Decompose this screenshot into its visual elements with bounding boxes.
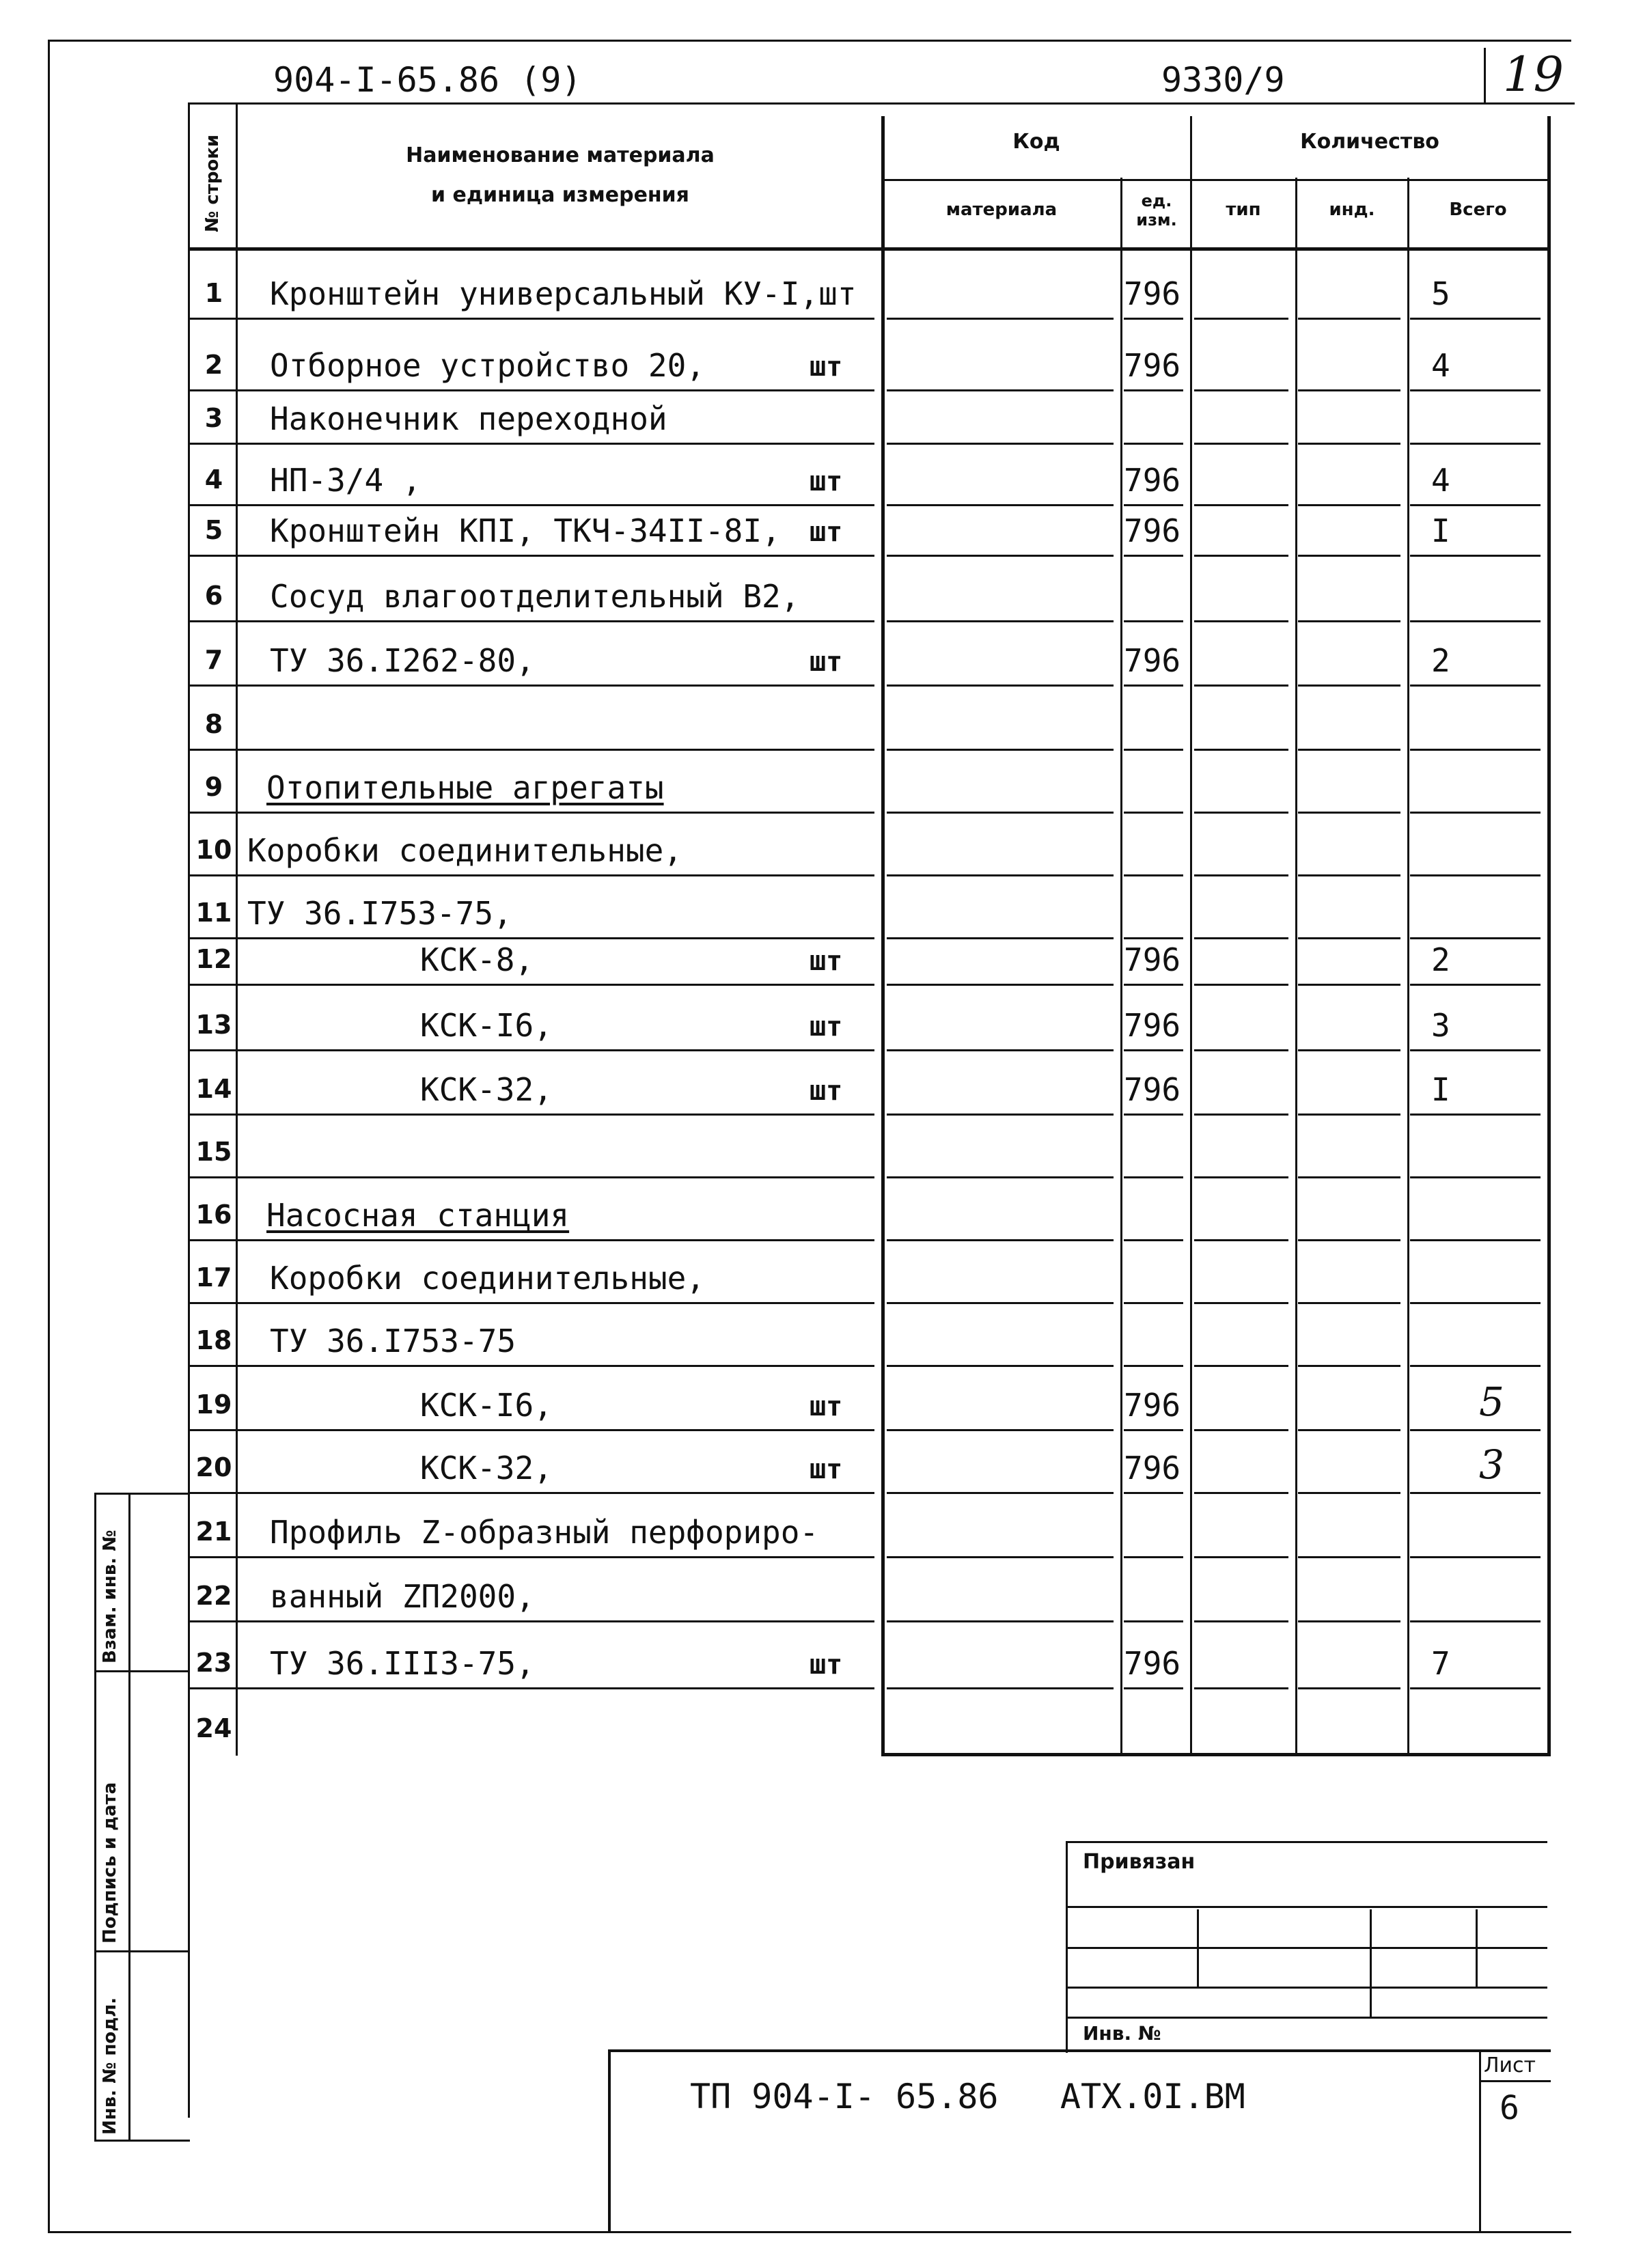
quantity-header: Количество (1300, 130, 1439, 154)
row-number-rule (190, 620, 236, 622)
row-rule (1410, 318, 1541, 320)
material-name: Отопительные агрегаты (266, 769, 664, 806)
row-rule (1194, 555, 1288, 557)
col-rowno-border (236, 102, 238, 1756)
title-block-top (608, 2049, 1551, 2052)
unit-code: 796 (1124, 1645, 1181, 1682)
side-label-podpis: Подпись и дата (100, 1782, 120, 1944)
material-unit: шт (810, 351, 843, 383)
row-rule (1298, 984, 1400, 986)
row-rule (1194, 389, 1288, 391)
material-name: Наконечник переходной (270, 400, 667, 437)
row-rule (1124, 1620, 1183, 1622)
side-strip-div1 (94, 1670, 190, 1672)
row-rule (1410, 984, 1541, 986)
material-name: Отборное устройство 20, (270, 347, 705, 384)
material-unit: шт (810, 1011, 843, 1042)
row-rule (1298, 1176, 1400, 1178)
row-rule (236, 874, 874, 876)
doc-number: 9330/9 (1161, 60, 1285, 100)
name-header-line1: Наименование материала (406, 143, 715, 167)
unit-code: 796 (1124, 1387, 1181, 1424)
row-number-rule (190, 443, 236, 445)
row-rule (887, 1049, 1114, 1051)
row-rule (1410, 1687, 1541, 1689)
material-name: ТУ 36.I753-75, (247, 895, 512, 932)
row-rule (1410, 1492, 1541, 1494)
row-rule (1298, 874, 1400, 876)
row-rule (887, 555, 1114, 557)
row-rule (236, 1492, 874, 1494)
row-number-rule (190, 555, 236, 557)
row-number: 6 (204, 581, 223, 611)
row-number-header: № строки (202, 134, 223, 232)
row-rule (887, 443, 1114, 445)
row-rule (1124, 1239, 1183, 1241)
row-rule (1298, 1239, 1400, 1241)
row-rule (1124, 1429, 1183, 1431)
row-rule (1194, 684, 1288, 687)
row-rule (1194, 1176, 1288, 1178)
material-name: Кронштейн универсальный КУ-I,шт (270, 275, 857, 312)
row-rule (1194, 937, 1288, 939)
row-number-rule (190, 389, 236, 391)
row-rule (1298, 749, 1400, 751)
qty-ind-header: инд. (1329, 199, 1375, 220)
row-rule (1410, 620, 1541, 622)
row-number-rule (190, 318, 236, 320)
row-rule (236, 1687, 874, 1689)
row-rule (1124, 318, 1183, 320)
row-rule (236, 1049, 874, 1051)
row-rule (887, 937, 1114, 939)
stamp-row4 (1066, 2017, 1547, 2019)
row-number: 22 (195, 1581, 232, 1611)
row-rule (1194, 1239, 1288, 1241)
row-rule (1410, 749, 1541, 751)
side-strip-top (94, 1493, 190, 1495)
row-rule (236, 1302, 874, 1304)
quantity-total: I (1431, 1071, 1450, 1108)
quantity-total: 7 (1431, 1645, 1450, 1682)
row-rule (887, 874, 1114, 876)
sheet-label: Лист (1484, 2053, 1536, 2077)
side-label-inv-podl: Инв. № подл. (100, 1997, 120, 2135)
row-rule (1124, 1302, 1183, 1304)
row-number: 3 (204, 403, 223, 433)
title-block-left (608, 2049, 611, 2232)
row-rule (1298, 555, 1400, 557)
row-number-rule (190, 1114, 236, 1116)
row-rule (236, 684, 874, 687)
row-rule (887, 1492, 1114, 1494)
material-name: Кронштейн КПI, ТКЧ-34II-8I, (270, 512, 781, 549)
row-rule (1410, 1302, 1541, 1304)
row-number-rule (190, 812, 236, 814)
material-name: КСК-8, (420, 941, 534, 978)
side-strip-outer (94, 1493, 96, 2142)
row-rule (1194, 984, 1288, 986)
page-number-handwritten: 19 (1503, 46, 1564, 102)
row-rule (1194, 1687, 1288, 1689)
row-rule (887, 1620, 1114, 1622)
row-rule (1194, 1620, 1288, 1622)
row-rule (1124, 1556, 1183, 1558)
row-rule (887, 684, 1114, 687)
code-material-header: материала (945, 199, 1058, 220)
row-rule (1298, 1049, 1400, 1051)
material-name: ТУ 36.III3-75, (270, 1645, 535, 1682)
table-left-border (188, 102, 190, 2118)
row-number-rule (190, 1176, 236, 1178)
row-number-rule (190, 1620, 236, 1622)
table-right-border (1547, 116, 1551, 1756)
quantity-total: I (1431, 512, 1450, 549)
material-name: Сосуд влагоотделительный В2, (270, 578, 800, 615)
row-rule (236, 555, 874, 557)
row-number: 16 (195, 1200, 232, 1230)
row-rule (236, 620, 874, 622)
row-rule (236, 1556, 874, 1558)
side-strip-div2 (94, 1950, 190, 1952)
row-rule (236, 443, 874, 445)
row-number: 1 (204, 278, 223, 308)
unit-code: 796 (1124, 642, 1181, 679)
header-rule (188, 102, 1575, 105)
row-rule (1410, 504, 1541, 506)
row-rule (1410, 1365, 1541, 1367)
quantity-total: 3 (1479, 1441, 1504, 1488)
quantity-total: 4 (1431, 462, 1450, 499)
row-rule (1194, 1365, 1288, 1367)
row-number-rule (190, 1302, 236, 1304)
row-rule (1124, 1492, 1183, 1494)
material-unit: шт (810, 516, 843, 548)
table-bottom-rule (881, 1753, 1551, 1756)
doc-code: 904-I-65.86 (9) (273, 60, 582, 100)
row-rule (1194, 1429, 1288, 1431)
unit-code: 796 (1124, 941, 1181, 978)
row-rule (887, 1429, 1114, 1431)
col-code-border (1190, 116, 1192, 1756)
document-designation: ТП 904-I- 65.86 АТХ.0I.ВМ (690, 2077, 1245, 2116)
inv-no-label: Инв. № (1083, 2022, 1161, 2045)
row-rule (887, 318, 1114, 320)
row-number: 14 (195, 1074, 232, 1104)
row-rule (1124, 389, 1183, 391)
header-bottom-rule (188, 247, 1551, 251)
row-rule (887, 1687, 1114, 1689)
material-unit: шт (810, 1391, 843, 1422)
row-rule (1298, 1429, 1400, 1431)
side-label-vzam: Взам. инв. № (100, 1530, 120, 1663)
row-rule (1194, 620, 1288, 622)
side-strip-inner (128, 1493, 130, 2142)
row-rule (1298, 1620, 1400, 1622)
row-rule (1298, 443, 1400, 445)
frame-left (48, 40, 50, 2232)
quantity-total: 3 (1431, 1007, 1450, 1044)
row-rule (1194, 749, 1288, 751)
material-name: КСК-I6, (420, 1387, 553, 1424)
col-unit-border (1120, 178, 1122, 1756)
stamp-col3 (1476, 1909, 1478, 1988)
material-unit: шт (810, 466, 843, 497)
row-number: 18 (195, 1325, 232, 1355)
sheet-number: 6 (1500, 2089, 1519, 2127)
row-rule (1124, 620, 1183, 622)
row-rule (1410, 1556, 1541, 1558)
row-rule (1194, 1556, 1288, 1558)
row-rule (1194, 318, 1288, 320)
stamp-row1 (1066, 1906, 1547, 1908)
row-rule (1410, 443, 1541, 445)
row-number: 23 (195, 1648, 232, 1678)
row-number: 10 (195, 835, 232, 865)
row-rule (1124, 749, 1183, 751)
material-unit: шт (810, 646, 843, 678)
row-rule (1410, 1114, 1541, 1116)
row-rule (1298, 1302, 1400, 1304)
row-rule (1124, 443, 1183, 445)
row-number: 19 (195, 1389, 232, 1420)
row-rule (1194, 1049, 1288, 1051)
row-rule (1410, 389, 1541, 391)
row-rule (887, 1114, 1114, 1116)
row-number: 15 (195, 1137, 232, 1167)
quantity-total: 5 (1479, 1379, 1504, 1425)
row-rule (1298, 684, 1400, 687)
material-name: Коробки соединительные, (247, 832, 682, 869)
unit-code: 796 (1124, 1071, 1181, 1108)
row-rule (236, 1176, 874, 1178)
row-rule (1298, 1687, 1400, 1689)
row-rule (236, 1429, 874, 1431)
row-rule (887, 620, 1114, 622)
row-rule (1410, 1049, 1541, 1051)
row-rule (1410, 1239, 1541, 1241)
row-rule (1124, 1687, 1183, 1689)
subheader-rule (881, 179, 1551, 181)
row-rule (236, 937, 874, 939)
row-rule (236, 812, 874, 814)
row-rule (887, 504, 1114, 506)
quantity-total: 5 (1431, 275, 1450, 312)
row-number-rule (190, 1365, 236, 1367)
frame-bottom (48, 2231, 1571, 2233)
row-number: 21 (195, 1517, 232, 1547)
material-name: КСК-32, (420, 1450, 553, 1486)
title-block-sheet-rule (1479, 2080, 1551, 2082)
row-number-rule (190, 1049, 236, 1051)
unit-code: 796 (1124, 347, 1181, 384)
material-name: ТУ 36.I262-80, (270, 642, 535, 679)
row-rule (236, 318, 874, 320)
row-rule (887, 389, 1114, 391)
row-rule (1410, 1620, 1541, 1622)
frame-top (48, 40, 1571, 42)
material-name: ванный ZП2000, (270, 1578, 535, 1615)
col-type-border (1295, 178, 1297, 1756)
row-rule (887, 1556, 1114, 1558)
row-rule (236, 1239, 874, 1241)
row-rule (1298, 1492, 1400, 1494)
row-rule (1194, 874, 1288, 876)
row-rule (1298, 620, 1400, 622)
privyazan-label: Привязан (1083, 1850, 1196, 1874)
row-rule (1124, 1176, 1183, 1178)
row-number: 9 (204, 772, 223, 802)
qty-total-header: Всего (1449, 199, 1507, 220)
unit-code: 796 (1124, 1450, 1181, 1486)
row-rule (887, 1365, 1114, 1367)
row-rule (236, 1620, 874, 1622)
col-ind-border (1407, 178, 1409, 1756)
row-rule (1298, 389, 1400, 391)
material-name: Профиль Z-образный перфориро- (270, 1514, 819, 1551)
row-rule (887, 984, 1114, 986)
row-rule (1124, 937, 1183, 939)
row-number-rule (190, 1492, 236, 1494)
row-number: 11 (195, 898, 232, 928)
row-number-rule (190, 684, 236, 687)
row-rule (1124, 555, 1183, 557)
row-rule (1194, 812, 1288, 814)
material-name: Коробки соединительные, (270, 1260, 705, 1297)
code-unit-header: ед. изм. (1136, 191, 1177, 230)
row-rule (1410, 555, 1541, 557)
row-number: 5 (204, 515, 223, 545)
row-rule (1410, 937, 1541, 939)
row-number: 17 (195, 1262, 232, 1292)
material-name: НП-3/4 , (270, 462, 422, 499)
row-rule (1410, 684, 1541, 687)
row-number: 12 (195, 944, 232, 974)
material-name: ТУ 36.I753-75 (270, 1323, 516, 1359)
stamp-col2 (1370, 1909, 1372, 2019)
row-rule (1410, 812, 1541, 814)
row-rule (1410, 1176, 1541, 1178)
row-rule (887, 1239, 1114, 1241)
row-number-rule (190, 984, 236, 986)
quantity-total: 2 (1431, 941, 1450, 978)
material-unit: шт (810, 1454, 843, 1485)
unit-code: 796 (1124, 1007, 1181, 1044)
row-rule (1298, 1556, 1400, 1558)
quantity-total: 4 (1431, 347, 1450, 384)
row-number-rule (190, 874, 236, 876)
row-number-rule (190, 937, 236, 939)
row-number: 4 (204, 465, 223, 495)
col-name-border (881, 116, 885, 1756)
row-rule (1194, 1492, 1288, 1494)
row-number-rule (190, 1687, 236, 1689)
row-rule (1410, 874, 1541, 876)
row-rule (236, 984, 874, 986)
row-rule (1298, 937, 1400, 939)
row-rule (1124, 1365, 1183, 1367)
row-rule (887, 812, 1114, 814)
row-rule (887, 1302, 1114, 1304)
row-rule (1194, 504, 1288, 506)
row-rule (1124, 684, 1183, 687)
row-number: 2 (204, 350, 223, 380)
row-rule (236, 1114, 874, 1116)
page-num-divider (1484, 48, 1486, 104)
code-header: Код (1012, 130, 1060, 154)
material-name: Насосная станция (266, 1197, 570, 1234)
qty-type-header: тип (1226, 199, 1261, 220)
row-number: 7 (204, 645, 223, 675)
material-unit: шт (810, 1075, 843, 1107)
stamp-top (1066, 1841, 1547, 1843)
row-rule (236, 504, 874, 506)
row-rule (1124, 1114, 1183, 1116)
row-rule (1124, 874, 1183, 876)
material-name: КСК-32, (420, 1071, 553, 1108)
material-unit: шт (810, 945, 843, 977)
row-number: 24 (195, 1713, 232, 1743)
row-rule (887, 1176, 1114, 1178)
row-rule (236, 1365, 874, 1367)
row-rule (236, 749, 874, 751)
unit-code: 796 (1124, 275, 1181, 312)
row-number-rule (190, 1556, 236, 1558)
row-rule (1298, 812, 1400, 814)
side-strip-bottom (94, 2140, 190, 2142)
material-name: КСК-I6, (420, 1007, 553, 1044)
unit-code: 796 (1124, 462, 1181, 499)
title-block-sheet-divider (1479, 2049, 1481, 2232)
material-unit: шт (810, 1649, 843, 1681)
row-rule (236, 389, 874, 391)
row-number-rule (190, 1239, 236, 1241)
row-number: 8 (204, 709, 223, 739)
row-rule (1124, 1049, 1183, 1051)
row-rule (887, 749, 1114, 751)
row-rule (1298, 1365, 1400, 1367)
row-number-rule (190, 749, 236, 751)
row-rule (1410, 1429, 1541, 1431)
row-rule (1194, 1114, 1288, 1116)
row-number: 20 (195, 1452, 232, 1482)
stamp-col1 (1197, 1909, 1199, 1988)
row-rule (1124, 504, 1183, 506)
quantity-total: 2 (1431, 642, 1450, 679)
row-rule (1298, 318, 1400, 320)
row-rule (1194, 443, 1288, 445)
row-rule (1124, 812, 1183, 814)
row-rule (1124, 984, 1183, 986)
name-header-line2: и единица измерения (431, 183, 689, 207)
row-number: 13 (195, 1010, 232, 1040)
unit-code: 796 (1124, 512, 1181, 549)
row-rule (1298, 504, 1400, 506)
row-rule (1194, 1302, 1288, 1304)
row-number-rule (190, 1429, 236, 1431)
row-number-rule (190, 504, 236, 506)
row-rule (1298, 1114, 1400, 1116)
